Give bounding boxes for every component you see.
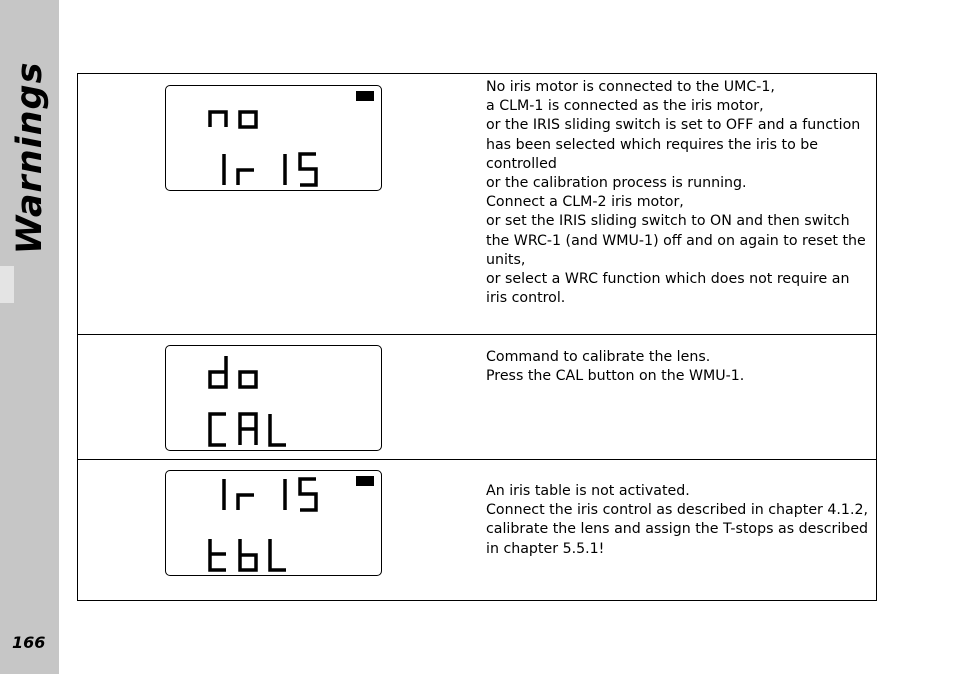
lcd-display — [165, 470, 382, 576]
page-number: 166 — [12, 633, 46, 652]
description-line: Press the CAL button on the WMU-1. — [486, 368, 745, 385]
warnings-table — [77, 73, 877, 601]
warning-row-iris-table — [78, 459, 876, 601]
lcd-display — [165, 85, 382, 191]
description-line: An iris table is not activated. — [486, 483, 690, 499]
description-line: Connect a CLM-2 iris motor, — [486, 194, 684, 211]
lcd-display — [165, 345, 382, 451]
description-line: a CLM-1 is connected as the iris motor, — [486, 98, 764, 115]
section-title — [0, 0, 59, 290]
lcd-segments — [166, 86, 381, 190]
section-title-text: Warnings — [10, 61, 50, 255]
description-line: or the IRIS sliding switch is set to OFF and a function has been selected which requires the iris to be controlled — [486, 117, 861, 172]
description-line: or the calibration process is running. — [486, 175, 747, 192]
lcd-segments — [166, 471, 381, 575]
warning-description — [486, 78, 871, 308]
warning-description — [486, 348, 871, 386]
description-line: or set the IRIS sliding switch to ON and then switch the WRC-1 (and WMU-1) off and on again to reset the units, — [486, 213, 866, 268]
sidebar — [0, 0, 59, 674]
description-line: Connect the iris control as described in chapter 4.1.2, calibrate the lens and assign the T-stops as described in chapter 5.5.1! — [486, 502, 869, 557]
description-line: No iris motor is connected to the UMC-1, — [486, 79, 775, 95]
lcd-segments — [166, 346, 381, 450]
warning-description — [486, 482, 871, 559]
warning-row-do-cal — [78, 334, 876, 460]
warning-row-no-iris — [78, 74, 876, 334]
description-line: or select a WRC function which does not require an iris control. — [486, 271, 850, 307]
description-line: Command to calibrate the lens. — [486, 349, 711, 365]
